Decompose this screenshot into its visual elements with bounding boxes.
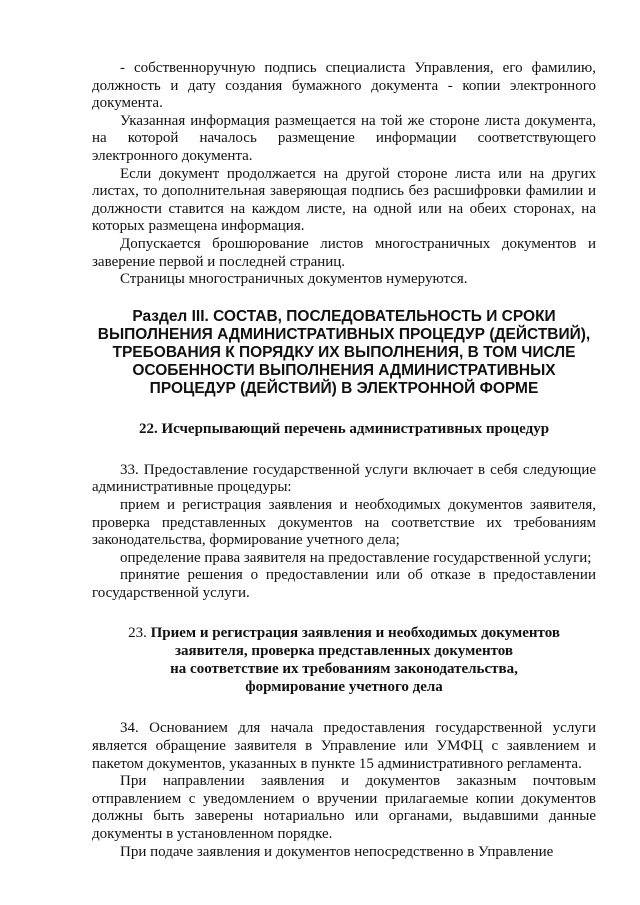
section-title [92,308,596,398]
subsection-title-22: 22. Исчерпывающий перечень административных процедур [138,420,550,437]
paragraph: - собственноручную подпись специалиста Управления, его фамилию, должность и дату создания бумажного документа - копии электронного документа. [92,60,596,112]
subsection-title-text: Прием и регистрация заявления и необходимых документов [150,625,560,642]
section-title-line: ОСОБЕННОСТИ ВЫПОЛНЕНИЯ АДМИНИСТРАТИВНЫХ [132,361,556,379]
paragraph: 34. Основанием для начала предоставления государственной услуги является обращение заявителя в Управление или УМФЦ с заявлением и пакетом документов, указанных в пункте 15 административного регламента. [92,720,596,772]
section-title-line: ТРЕБОВАНИЯ К ПОРЯДКУ ИХ ВЫПОЛНЕНИЯ, В ТОМ ЧИСЛЕ [112,343,576,361]
paragraph: определение права заявителя на предоставление государственной услуги; [120,549,592,566]
subsection-title-line [92,624,596,642]
paragraph: При подаче заявления и документов непосредственно в Управление [120,843,554,860]
paragraph: прием и регистрация заявления и необходимых документов заявителя, проверка представленных документов на соответствие их требованиям законодательства, формирование учетного дела; [92,496,596,549]
subsection-title-text: на соответствие их требованиям законодательства, [170,661,518,678]
subsection-22-body [92,462,596,603]
section-title-line: Раздел III. СОСТАВ, ПОСЛЕДОВАТЕЛЬНОСТЬ И СРОКИ [132,307,556,325]
section-title-line: ВЫПОЛНЕНИЯ АДМИНИСТРАТИВНЫХ ПРОЦЕДУР (ДЕЙСТВИЙ), [97,325,591,343]
top-text-block [92,60,596,289]
subsection-23-body [92,720,596,861]
paragraph: Допускается брошюрование листов многостраничных документов и заверение первой и последней страниц. [92,235,596,270]
subsection-title-23 [92,624,596,696]
section-title-line: ПРОЦЕДУР (ДЕЙСТВИЙ) В ЭЛЕКТРОННОЙ ФОРМЕ [149,379,539,397]
subsection-title-line [92,660,596,678]
paragraph: Если документ продолжается на другой стороне листа или на других листах, то дополнительная заверяющая подпись без расшифровки фамилии и должности ставится на каждом листе, на одной или на обеих сторонах, на которых размещена информация. [92,165,596,235]
paragraph: Указанная информация размещается на той же стороне листа документа, на которой началось размещение информации соответствующего электронного документа. [92,112,596,164]
subsection-title-line [92,642,596,660]
paragraph: Страницы многостраничных документов нумеруются. [120,271,468,288]
subsection-number: 23. [128,625,147,642]
paragraph: принятие решения о предоставлении или об отказе в предоставлении государственной услуги. [92,567,596,601]
paragraph: 33. Предоставление государственной услуги включает в себя следующие административные процедуры: [92,461,596,496]
paragraph: При направлении заявления и документов заказным почтовым отправлением с уведомлением о вручении прилагаемые копии документов должны быть заверены нотариально или органами, выдавшими данные документы в установленном порядке. [92,773,596,843]
subsection-title-text: формирование учетного дела [245,679,443,696]
subsection-title-text: заявителя, проверка представленных документов [174,643,514,660]
subsection-title-line [92,678,596,696]
